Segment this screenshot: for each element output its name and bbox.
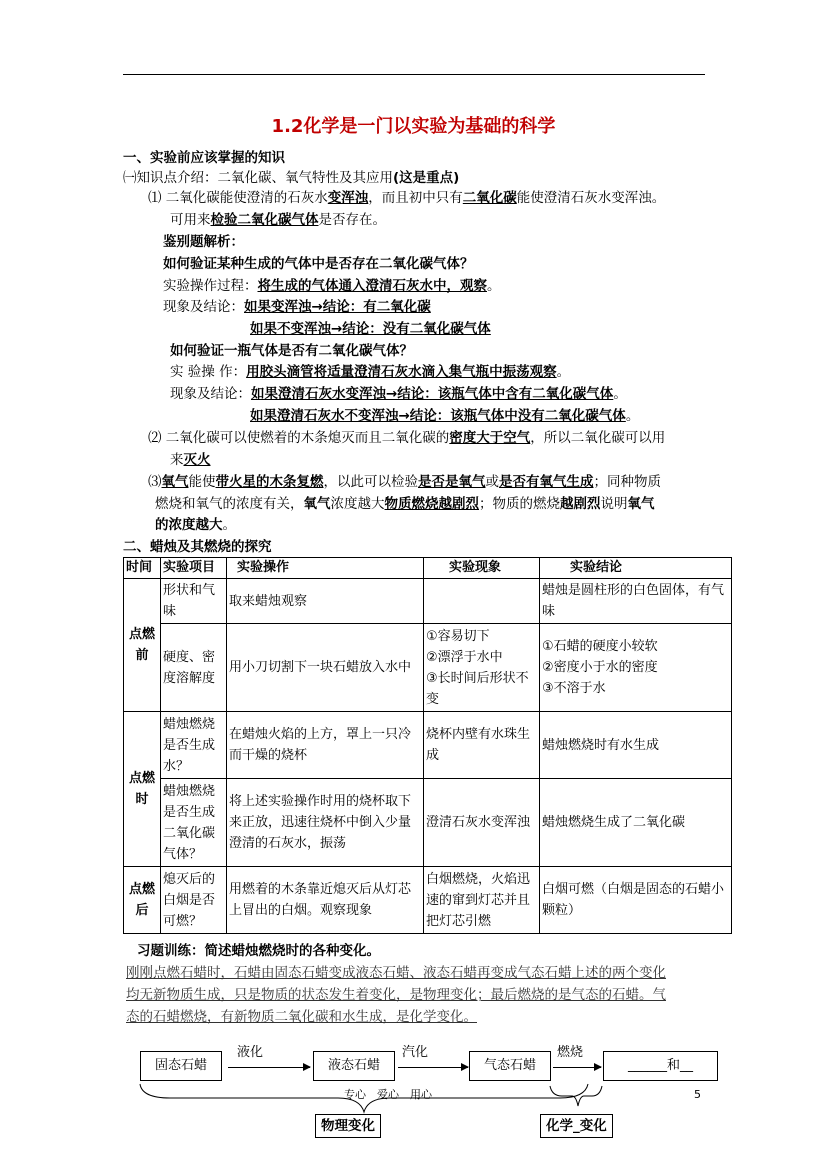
table-row [124,624,732,712]
cell-conclusion: ①石蜡的硬度小较软 ②密度小于水的密度 ③不溶于水 [540,624,732,712]
cell-phenomenon: ①容易切下 ②漂浮于水中 ③长时间后形状不变 [424,624,540,712]
label-combust: 燃烧 [557,1045,584,1060]
box-solid-wax: 固态石蜡 [140,1051,222,1081]
chemical-change-label: 化学_变化 [540,1114,613,1138]
cell-phenomenon [424,579,540,624]
operation-2: 实 验操 作：用胶头滴管将适量澄清石灰水滴入集气瓶中振荡观察。 [170,364,571,380]
footer-motto: 专心 爱心 用心 [344,1088,432,1101]
cell-conclusion: 蜡烛燃烧时有水生成 [540,712,732,779]
page-title: 1.2化学是一门以实验为基础的科学 [271,116,556,137]
cell-operation: 将上述实验操作时用的烧杯取下来正放，迅速往烧杯中倒入少量澄清的石灰水，振荡 [227,779,424,867]
section-1-heading: 一、实验前应该掌握的知识 [123,150,285,166]
item-2-line-2: 来灭火 [170,452,211,468]
label-liquefy: 液化 [237,1045,264,1060]
physical-change-label: 物理变化 [315,1114,381,1138]
phenomenon-1b: 如果不变浑浊→结论：没有二氧化碳气体 [250,321,491,337]
knowledge-intro: ㈠知识点介绍：二氧化碳、氧气特性及其应用(这是重点) [123,170,460,186]
cell-conclusion: 白烟可燃（白烟是固态的石蜡小颗粒） [540,867,732,934]
page-number: 5 [694,1088,701,1101]
phenomenon-2b: 如果澄清石灰水不变浑浊→结论：该瓶气体中没有二氧化碳气体。 [250,408,640,424]
table-row [124,867,732,934]
cell-conclusion: 蜡烛燃烧生成了二氧化碳 [540,779,732,867]
item-3-line-3: 的浓度越大。 [155,517,236,533]
cell-item: 形状和气味 [161,579,227,624]
header-operation: 实验操作 [227,558,424,579]
header-time: 时间 [124,558,161,579]
cell-phenomenon: 白烟燃烧，火焰迅速的窜到灯芯并且把灯芯引燃 [424,867,540,934]
question-2: 如何验证一瓶气体是否有二氧化碳气体？ [170,343,413,359]
table-header-row [124,558,732,579]
cell-operation: 用小刀切割下一块石蜡放入水中 [227,624,424,712]
operation-1: 实验操作过程：将生成的气体通入澄清石灰水中，观察。 [163,278,501,294]
item-2-line-1: ⑵ 二氧化碳可以使燃着的木条熄灭而且二氧化碳的密度大于空气，所以二氧化碳可以用 [148,430,666,446]
cell-item: 蜡烛燃烧是否生成水？ [161,712,227,779]
table-row [124,712,732,779]
experiment-table [123,557,732,934]
cell-operation: 用燃着的木条靠近熄灭后从灯芯上冒出的白烟。观察现象 [227,867,424,934]
header-phenomenon: 实验现象 [424,558,540,579]
header-item: 实验项目 [161,558,227,579]
exercise-label: 习题训练：简述蜡烛燃烧时的各种变化。 [137,943,380,959]
arrow-3-icon [553,1067,601,1068]
cell-conclusion: 蜡烛是圆柱形的白色固体，有气味 [540,579,732,624]
cell-item: 硬度、密度溶解度 [161,624,227,712]
phenomenon-1a: 现象及结论：如果变浑浊→结论：有二氧化碳 [163,299,431,315]
cell-phenomenon: 澄清石灰水变浑浊 [424,779,540,867]
item-1-line-2: 可用来检验二氧化碳气体是否存在。 [170,212,386,228]
section-2-heading: 二、蜡烛及其燃烧的探究 [123,539,272,555]
box-liquid-wax: 液态石蜡 [313,1051,395,1081]
item-3-line-2: 燃烧和氧气的浓度有关，氧气浓度越大物质燃烧越剧烈；物质的燃烧越剧烈说明氧气 [155,496,655,512]
arrow-2-icon [398,1067,468,1068]
question-1: 如何验证某种生成的气体中是否存在二氧化碳气体？ [163,256,474,272]
header-conclusion: 实验结论 [540,558,732,579]
group-during: 点燃时 [124,712,161,867]
box-products: ______和__ [603,1051,718,1081]
cell-operation: 在蜡烛火焰的上方，罩上一只冷而干燥的烧杯 [227,712,424,779]
label-vaporize: 汽化 [402,1045,429,1060]
group-before: 点燃前 [124,579,161,712]
identify-label: 鉴别题解析： [163,234,244,250]
cell-operation: 取来蜡烛观察 [227,579,424,624]
group-after: 点燃后 [124,867,161,934]
cell-phenomenon: 烧杯内壁有水珠生成 [424,712,540,779]
arrow-1-icon [228,1067,310,1068]
table-row [124,579,732,624]
cell-item: 熄灭后的白烟是否可燃？ [161,867,227,934]
physical-brace-icon [140,1084,588,1112]
exercise-answer-2: 均无新物质生成，只是物质的状态发生着变化，是物理变化；最后燃烧的是气态的石蜡。气 [126,987,666,1003]
item-3-line-1: ⑶氧气能使带火星的木条复燃，以此可以检验是否是氧气或是否有氧气生成；同种物质 [148,474,661,490]
exercise-answer-1: 刚刚点燃石蜡时，石蜡由固态石蜡变成液态石蜡、液态石蜡再变成气态石蜡上述的两个变化 [126,965,666,981]
cell-item: 蜡烛燃烧是否生成二氧化碳气体？ [161,779,227,867]
header-rule [123,74,705,75]
phenomenon-2a: 现象及结论：如果澄清石灰水变浑浊→结论：该瓶气体中含有二氧化碳气体。 [170,386,627,402]
item-1-line-1: ⑴ 二氧化碳能使澄清的石灰水变浑浊，而且初中只有二氧化碳能使澄清石灰水变浑浊。 [148,190,666,206]
exercise-answer-3: 态的石蜡燃烧，有新物质二氧化碳和水生成，是化学变化。 [126,1009,477,1025]
box-gas-wax: 气态石蜡 [469,1051,551,1081]
table-row [124,779,732,867]
